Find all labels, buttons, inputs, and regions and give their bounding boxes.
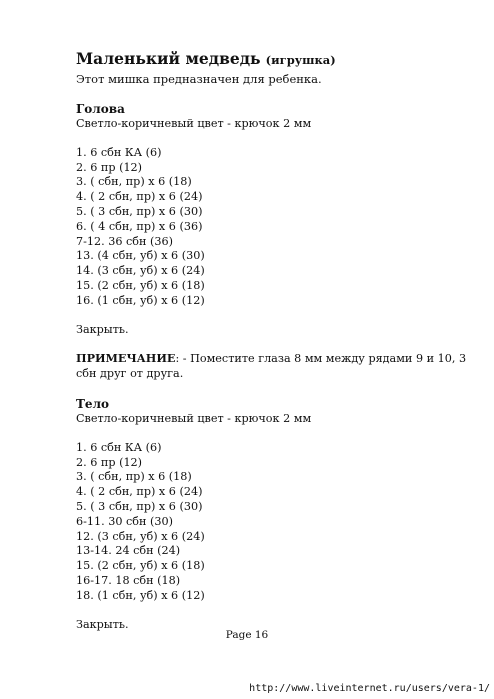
head-row: 16. (1 сбн, уб) x 6 (12) [76,293,205,307]
head-row: 4. ( 2 сбн, пр) x 6 (24) [76,190,203,204]
intro-text: Этот мишка предназначен для ребенка. [76,72,322,86]
body-row: 18. (1 сбн, уб) x 6 (12) [76,588,205,602]
page-subtitle: (игрушка) [265,53,336,67]
head-rows [76,146,476,309]
head-row: 7-12. 36 сбн (36) [76,234,174,248]
head-materials: Светло-коричневый цвет - крючок 2 мм [76,117,312,130]
body-row: 4. ( 2 сбн, пр) x 6 (24) [76,485,203,499]
spacer [76,427,476,441]
note-text: : - Поместите глаза 8 мм между рядами 9 и 10, 3 сбн друг от друга. [76,352,467,381]
spacer [76,382,476,396]
body-row: 1. 6 сбн КА (6) [76,440,162,454]
body-row: 3. ( сбн, пр) x 6 (18) [76,470,192,484]
page-title: Маленький медведь [76,49,261,68]
body-materials: Светло-коричневый цвет - крючок 2 мм [76,411,312,425]
head-row: 5. ( 3 сбн, пр) x 6 (30) [76,204,203,218]
body-row: 15. (2 сбн, уб) x 6 (18) [76,559,205,573]
body-heading: Тело [76,396,110,411]
body-row: 6-11. 30 сбн (30) [76,514,174,528]
spacer [76,337,476,351]
head-section [76,101,476,382]
body-rows [76,441,476,604]
note-label: ПРИМЕЧАНИЕ [76,351,176,366]
spacer [76,132,476,146]
head-row: 14. (3 сбн, уб) x 6 (24) [76,264,205,278]
head-row: 13. (4 сбн, уб) x 6 (30) [76,249,205,263]
head-close: Закрыть. [76,322,129,336]
body-row: 5. ( 3 сбн, пр) x 6 (30) [76,499,203,513]
spacer [76,87,476,101]
head-heading: Голова [76,102,125,116]
spacer [76,604,476,618]
head-row: 1. 6 сбн КА (6) [76,145,162,159]
title-line [76,48,476,71]
head-row: 15. (2 сбн, уб) x 6 (18) [76,278,205,292]
body-row: 13-14. 24 сбн (24) [76,544,181,558]
body-close: Закрыть. [76,617,129,631]
body-section [76,396,476,632]
head-note [76,351,476,382]
document-page [76,48,476,632]
body-row: 12. (3 сбн, уб) x 6 (24) [76,529,205,543]
page-number: Page 16 [225,629,269,641]
head-row: 3. ( сбн, пр) x 6 (18) [76,175,192,189]
spacer [76,309,476,323]
head-row: 6. ( 4 сбн, пр) x 6 (36) [76,219,203,233]
source-url-link[interactable]: http://www.liveinternet.ru/users/vera-1/ [249,683,490,694]
head-row: 2. 6 пр (12) [76,160,143,174]
body-row: 16-17. 18 сбн (18) [76,573,181,587]
body-row: 2. 6 пр (12) [76,455,143,469]
